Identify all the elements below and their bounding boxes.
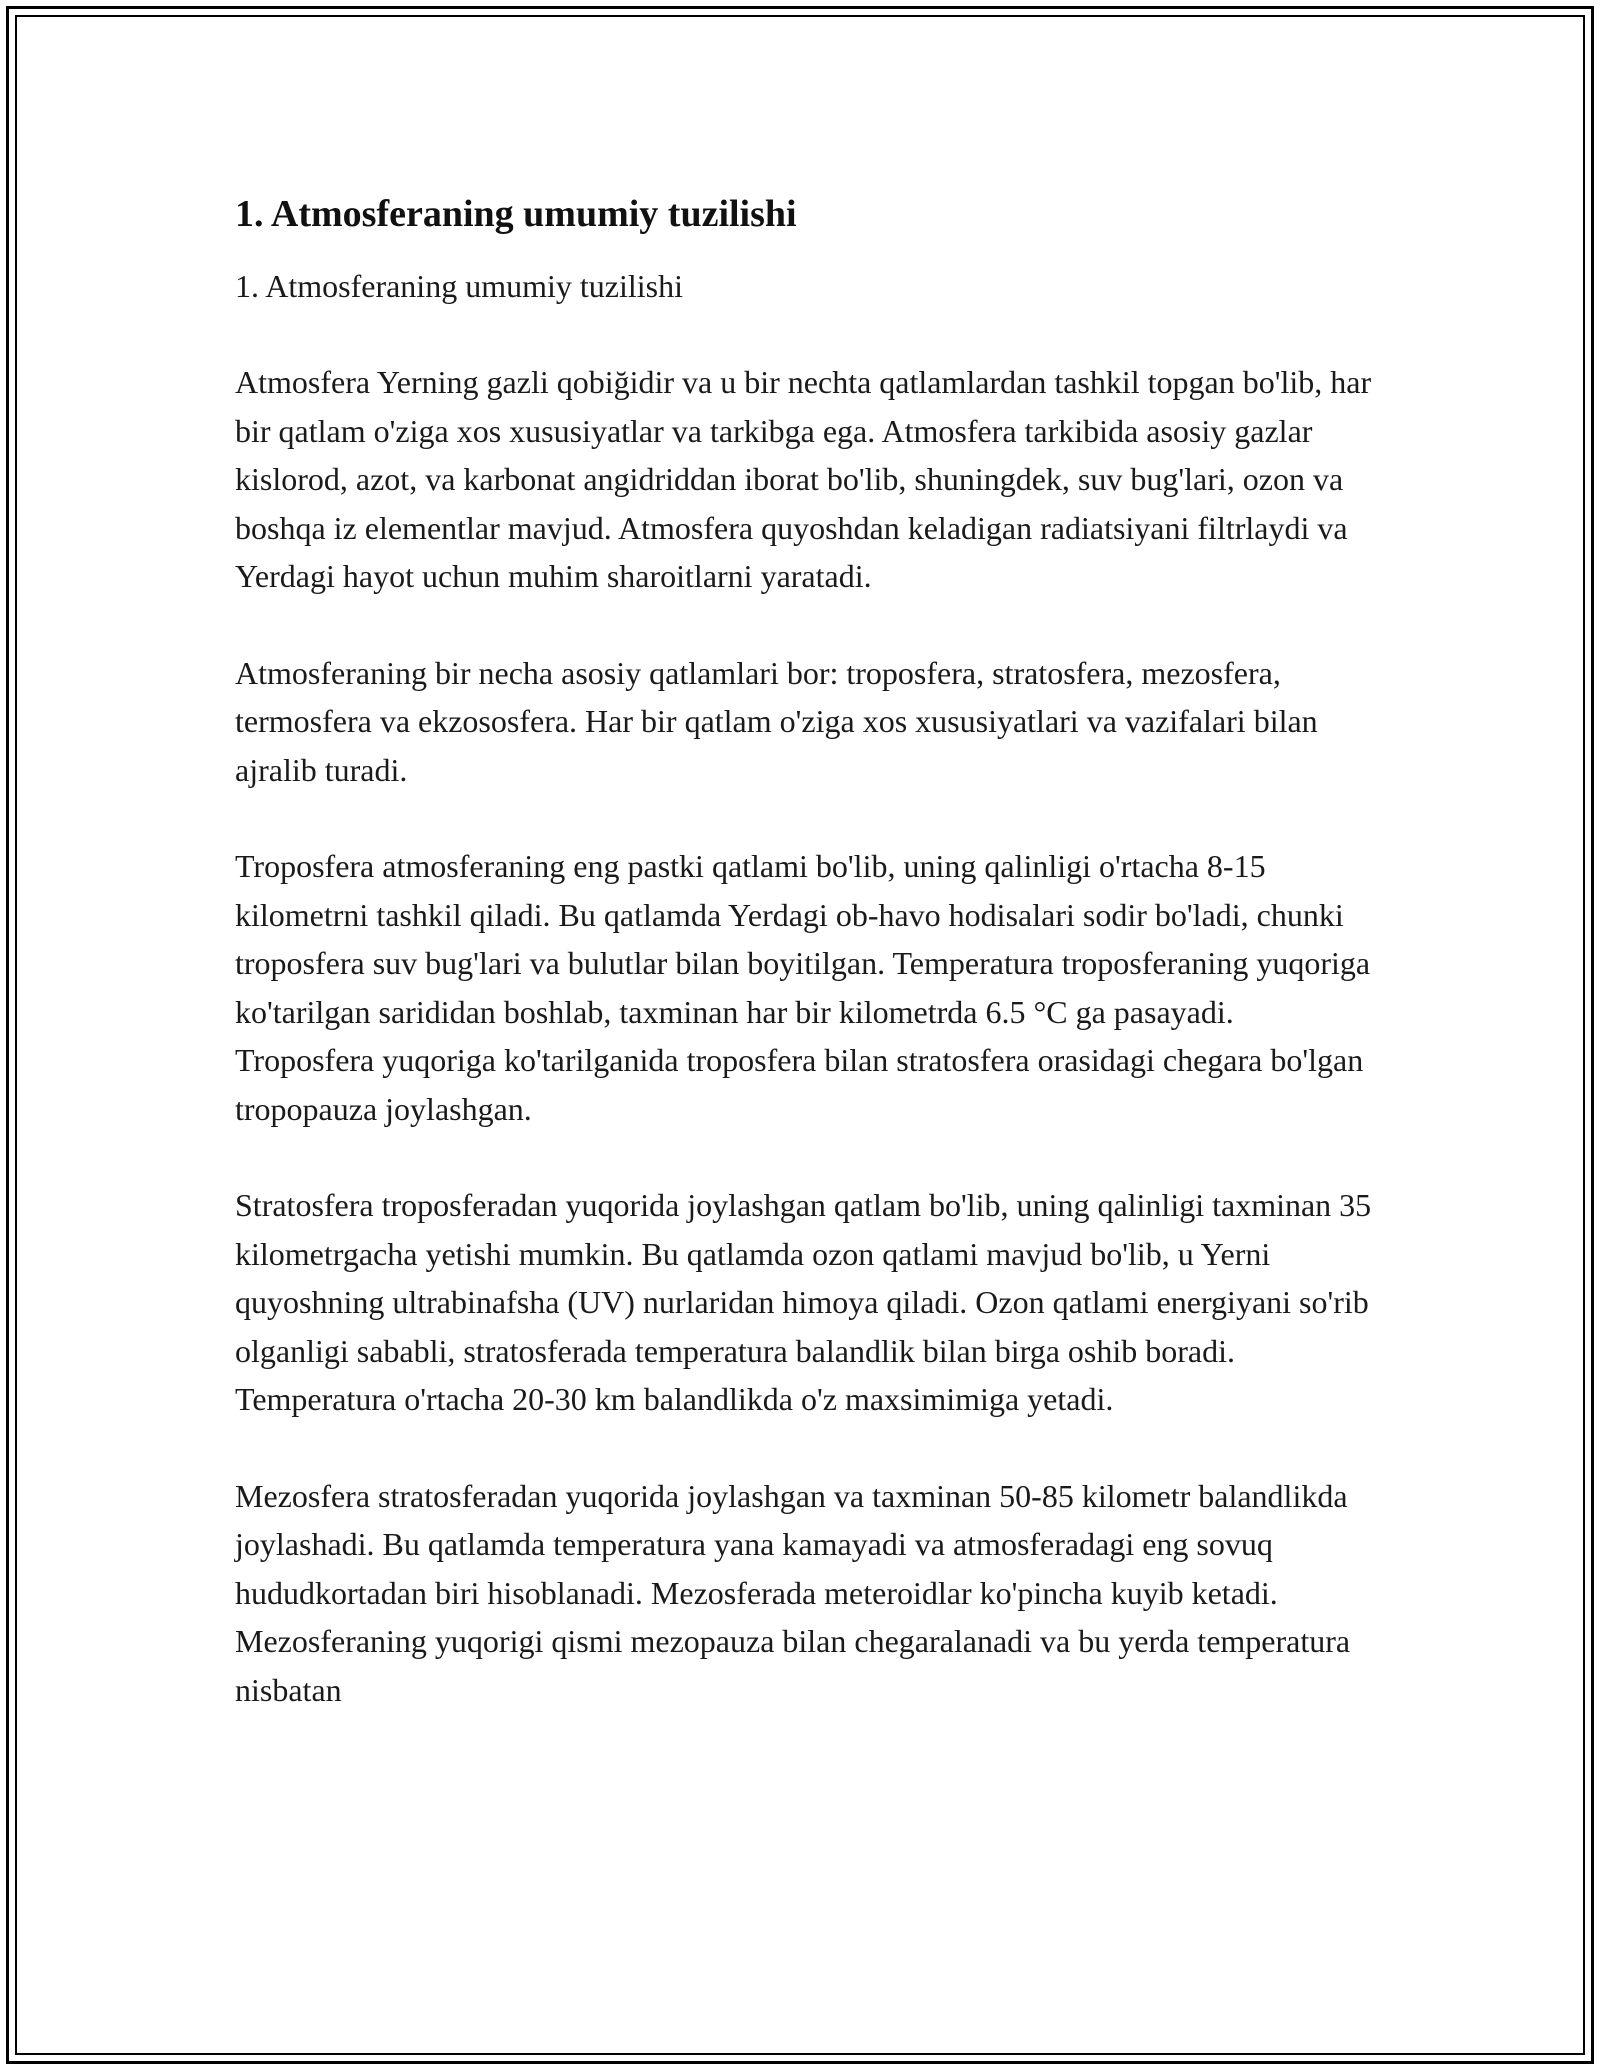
paragraph-mesosphere: Mezosfera stratosferadan yuqorida joylashgan va taxminan 50-85 kilometr balandlikda joylashadi. Bu qatlamda temperatura yana kamayadi va atmosferadagi eng sovuq hududkortadan biri hisoblanadi. Mezosferada meteroidlar ko'pincha kuyib ketadi. Mezosferaning yuqorigi qismi mezopauza bilan chegaralanadi va bu yerda temperatura nisbatan [235,1477,1351,1708]
document-body [235,186,1375,1762]
section-title: 1. Atmosferaning umumiy tuzilishi [235,268,683,304]
paragraph-troposphere: Troposfera atmosferaning eng pastki qatlami bo'lib, uning qalinligi o'rtacha 8-15 kilometrni tashkil qiladi. Bu qatlamda Yerdagi ob-havo hodisalari sodir bo'ladi, chunki troposfera suv bug'lari va bulutlar bilan boyitilgan. Temperatura troposferaning yuqoriga ko'tarilgan sarididan boshlab, taxminan har bir kilometrda 6.5 °C ga pasayadi. Troposfera yuqoriga ko'tarilganida troposfera bilan stratosfera orasidagi chegara bo'lgan tropopauza joylashgan. [235,848,1371,1127]
paragraph-atmosphere-overview: Atmosfera Yerning gazli qobiğidir va u bir nechta qatlamlardan tashkil topgan bo'lib, har bir qatlam o'ziga xos xususiyatlar va tarkibga ega. Atmosfera tarkibida asosiy gazlar kislorod, azot, va karbonat angidriddan iborat bo'lib, shuningdek, suv bug'lari, ozon va boshqa iz elementlar mavjud. Atmosfera quyoshdan keladigan radiatsiyani filtrlaydi va Yerdagi hayot uchun muhim sharoitlarni yaratadi. [235,364,1372,594]
page-title: 1. Atmosferaning umumiy tuzilishi [235,193,797,235]
paragraph-stratosphere: Stratosfera troposferadan yuqorida joylashgan qatlam bo'lib, uning qalinligi taxminan 35 kilometrgacha yetishi mumkin. Bu qatlamda ozon qatlami mavjud bo'lib, u Yerni quyoshning ultrabinafsha (UV) nurlaridan himoya qiladi. Ozon qatlami energiyani so'rib olganligi sababli, stratosferada temperatura balandlik bilan birga oshib boradi. Temperatura o'rtacha 20-30 km balandlikda o'z maxsimimiga yetadi. [235,1187,1372,1417]
paragraph-atmosphere-layers: Atmosferaning bir necha asosiy qatlamlari bor: troposfera, stratosfera, mezosfera, termosfera va ekzososfera. Har bir qatlam o'ziga xos xususiyatlari va vazifalari bilan ajralib turadi. [235,654,1318,788]
